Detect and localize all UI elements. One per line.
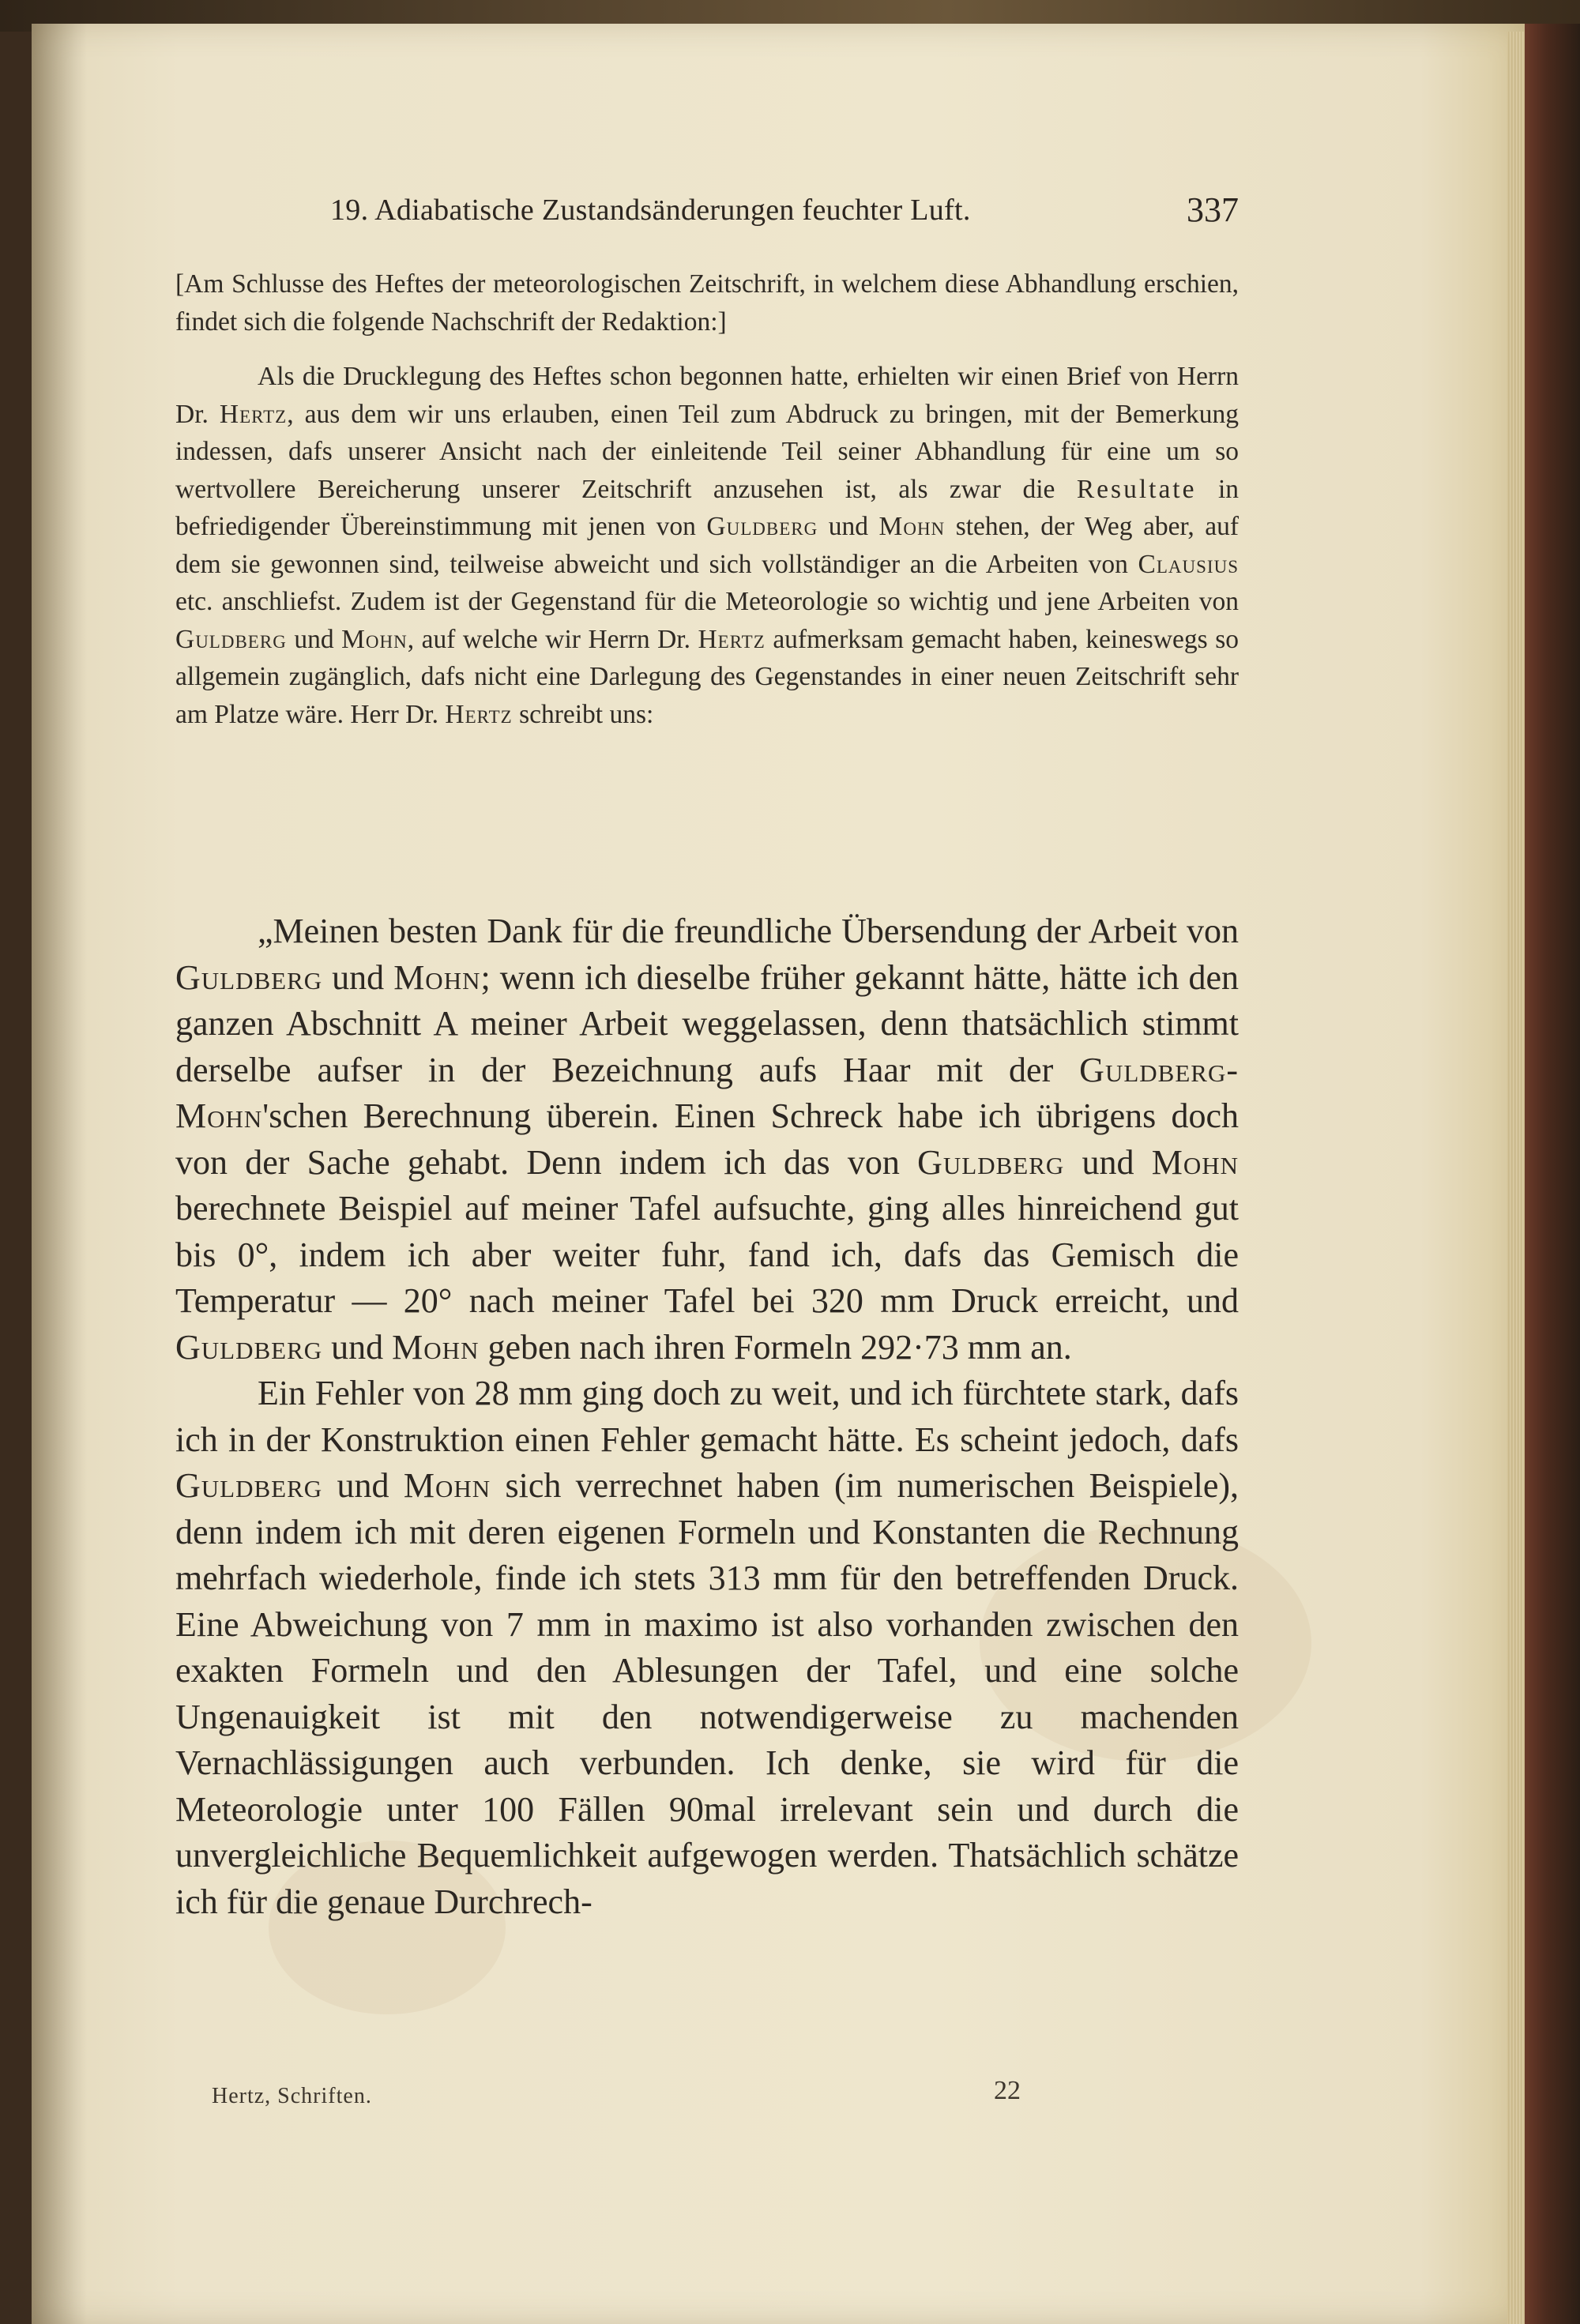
name-guldberg: Guldberg bbox=[175, 624, 287, 654]
name-clausius: Clausius bbox=[1138, 549, 1239, 579]
text-run: Als die Drucklegung des Heftes schon begonnen hatte, erhielten wir einen Brief von Herrn Dr. bbox=[175, 362, 1239, 429]
text-run: stehen, der Weg aber, auf dem sie gewonnen sind, teilweise abweicht und sich vollständiger an die Arbeiten von bbox=[175, 512, 1240, 579]
footer-author: Hertz, Schriften. bbox=[212, 2084, 372, 2108]
text-run: , auf welche wir Herrn Dr. bbox=[407, 624, 698, 654]
name-hertz: Hertz bbox=[445, 699, 513, 729]
text-run: berechnete Beispiel auf meiner Tafel aufsuchte, ging alles hinreichend gut bis 0°, indem ich aber weiter fuhr, fand ich, dafs das Gemisch die Temperatur — 20° nach meiner Tafel bei 320 mm Druck erreicht, und bbox=[175, 1189, 1239, 1320]
text-run: geben nach ihren Formeln 292·73 mm an. bbox=[479, 1327, 1072, 1367]
name-mohn: Mohn bbox=[392, 1327, 480, 1367]
letter-paragraph bbox=[175, 1371, 1239, 1925]
text-run: aufmerksam gemacht haben, keineswegs so allgemein zugänglich, dafs nicht eine Darlegung des Gegenstandes in einer neuen Zeitschrift sehr am Platze wäre. Herr Dr. bbox=[175, 624, 1239, 729]
name-guldberg: Guldberg bbox=[706, 512, 818, 541]
letter-paragraph bbox=[175, 908, 1239, 1371]
book-binding-edge bbox=[1525, 24, 1580, 2324]
text-run: in befriedigender Übereinstimmung mit jenen von bbox=[175, 474, 1239, 541]
name-guldberg: Guldberg bbox=[175, 1466, 323, 1505]
editorial-note bbox=[175, 265, 1239, 733]
text-run: und bbox=[322, 1327, 393, 1367]
text-run: und bbox=[1064, 1142, 1152, 1182]
page-footer bbox=[212, 2076, 1025, 2115]
text-run: Ein Fehler von 28 mm ging doch zu weit, und ich fürchtete stark, dafs ich in der Konstruktion einen Fehler gemacht hätte. Es scheint jedoch, dafs bbox=[175, 1374, 1239, 1459]
emphasis-resultate: Resultate bbox=[1076, 474, 1197, 504]
text-run: und bbox=[286, 624, 342, 654]
name-mohn: Mohn bbox=[393, 957, 481, 997]
page-header bbox=[330, 190, 1239, 237]
text-run: , aus dem wir uns erlauben, einen Teil zum Abdruck zu bringen, mit der Bemerkung indessen, dafs unserer Ansicht nach der einleitende Teil seiner Abhandlung für eine um so wertvollere Bereicherung unserer Zeitschrift anzusehen ist, als zwar die bbox=[175, 399, 1239, 504]
gutter-shadow bbox=[32, 24, 87, 2324]
name-guldberg: Guldberg bbox=[175, 957, 323, 997]
name-hertz: Hertz bbox=[219, 399, 288, 429]
hertz-letter bbox=[175, 908, 1239, 1925]
name-mohn: Mohn bbox=[1151, 1142, 1239, 1182]
text-run: und bbox=[322, 1466, 404, 1505]
name-guldberg: Guldberg bbox=[175, 1327, 323, 1367]
name-guldberg-mohn: Guldberg-Mohn bbox=[175, 1050, 1239, 1135]
name-mohn: Mohn bbox=[341, 624, 408, 654]
text-run: ; wenn ich dieselbe früher gekannt hätte, hätte ich den ganzen Abschnitt A meiner Arbeit weggelassen, denn thatsächlich stimmt derselbe aufser in der Bezeichnung aufs Haar mit der bbox=[175, 957, 1240, 1089]
note-paragraph bbox=[175, 358, 1239, 733]
text-run: „Meinen besten Dank für die freundliche Übersendung der Arbeit von bbox=[258, 912, 1239, 950]
page-number: 337 bbox=[1187, 190, 1239, 229]
text-run: und bbox=[818, 512, 879, 541]
text-run: etc. anschliefst. Zudem ist der Gegenstand für die Meteorologie so wichtig und jene Arbeiten von bbox=[175, 587, 1239, 616]
name-guldberg: Guldberg bbox=[917, 1142, 1065, 1182]
name-mohn: Mohn bbox=[403, 1466, 491, 1505]
name-hertz: Hertz bbox=[698, 624, 766, 654]
text-run: und bbox=[322, 957, 394, 997]
name-mohn: Mohn bbox=[878, 512, 946, 541]
note-intro: [Am Schlusse des Heftes der meteorologischen Zeitschrift, in welchem diese Abhandlung erschien, findet sich die folgende Nachschrift der Redaktion:] bbox=[175, 269, 1239, 337]
page-edges bbox=[1507, 32, 1525, 2324]
text-run: schreibt uns: bbox=[512, 699, 654, 729]
running-title: 19. Adiabatische Zustandsänderungen feuchter Luft. bbox=[330, 194, 971, 227]
text-run: sich verrechnet haben (im numerischen Beispiele), denn indem ich mit deren eigenen Formeln und Konstanten die Rechnung mehrfach wiederhole, finde ich stets 313 mm für den betreffenden Druck. Eine Abweichung von 7 mm in maximo ist also vorhanden zwischen den exakten Formeln und den Ablesungen der Tafel, und eine solche Ungenauigkeit ist mit den notwendigerweise zu machenden Vernachlässigungen auch verbunden. Ich denke, sie wird für die Meteorologie unter 100 Fällen 90mal irrelevant sein und durch die unvergleichliche Bequemlichkeit aufgewogen werden. Thatsächlich schätze ich für die genaue Durchrech- bbox=[175, 1466, 1240, 1921]
text-run: 'schen Berechnung überein. Einen Schreck habe ich übrigens doch von der Sache gehabt. Denn indem ich das von bbox=[175, 1096, 1239, 1182]
signature-mark: 22 bbox=[994, 2076, 1021, 2105]
